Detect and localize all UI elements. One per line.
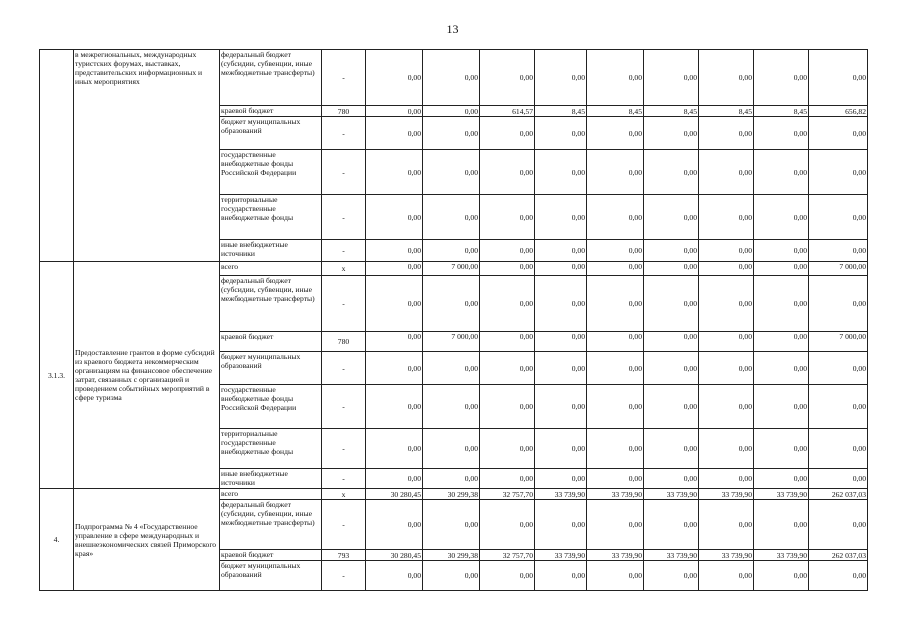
budget-code: -	[322, 352, 366, 385]
value-cell: 0,00	[754, 262, 809, 276]
value-cell: 0,00	[754, 385, 809, 429]
value-cell: 0,00	[535, 150, 587, 195]
funding-source: иные внебюджетные источники	[220, 240, 322, 262]
value-cell: 0,00	[423, 240, 480, 262]
value-cell: 0,00	[809, 385, 868, 429]
value-cell: 0,00	[644, 150, 699, 195]
funding-source: бюджет муниципальных образований	[220, 117, 322, 150]
value-cell: 33 739,90	[587, 489, 644, 500]
value-cell: 0,00	[754, 50, 809, 106]
value-cell: 0,00	[480, 429, 535, 469]
value-cell: 33 739,90	[535, 550, 587, 561]
budget-code: -	[322, 276, 366, 332]
value-cell: 30 299,38	[423, 489, 480, 500]
value-cell: 0,00	[644, 195, 699, 240]
value-cell: 7 000,00	[809, 332, 868, 352]
row-index	[40, 50, 74, 262]
funding-source: краевой бюджет	[220, 550, 322, 561]
value-cell: 0,00	[366, 117, 423, 150]
value-cell: 0,00	[535, 195, 587, 240]
value-cell: 0,00	[535, 429, 587, 469]
value-cell: 0,00	[644, 332, 699, 352]
value-cell: 0,00	[809, 469, 868, 489]
value-cell: 0,00	[423, 117, 480, 150]
value-cell: 0,00	[809, 240, 868, 262]
value-cell: 0,00	[754, 117, 809, 150]
value-cell: 0,00	[644, 117, 699, 150]
value-cell: 0,00	[535, 262, 587, 276]
value-cell: 0,00	[366, 276, 423, 332]
value-cell: 0,00	[587, 50, 644, 106]
funding-source: бюджет муниципальных образований	[220, 561, 322, 591]
value-cell: 8,45	[535, 106, 587, 117]
budget-code: 793	[322, 550, 366, 561]
value-cell: 8,45	[754, 106, 809, 117]
budget-code: х	[322, 262, 366, 276]
value-cell: 0,00	[535, 469, 587, 489]
value-cell: 0,00	[480, 561, 535, 591]
value-cell: 33 739,90	[699, 550, 754, 561]
budget-code: -	[322, 429, 366, 469]
value-cell: 0,00	[587, 262, 644, 276]
table-row	[40, 262, 868, 276]
value-cell: 32 757,70	[480, 489, 535, 500]
value-cell: 30 280,45	[366, 489, 423, 500]
funding-source: всего	[220, 489, 322, 500]
funding-source: краевой бюджет	[220, 332, 322, 352]
funding-source: федеральный бюджет (субсидии, субвенции, иные межбюджетные трансферты)	[220, 500, 322, 550]
activity-name: Подпрограмма № 4 «Государственное управление в сфере международных и внешнеэкономических связей Приморского края»	[74, 489, 220, 591]
value-cell: 262 037,03	[809, 550, 868, 561]
value-cell: 0,00	[587, 332, 644, 352]
value-cell: 0,00	[644, 500, 699, 550]
value-cell: 0,00	[423, 385, 480, 429]
value-cell: 32 757,70	[480, 550, 535, 561]
budget-code: -	[322, 469, 366, 489]
value-cell: 0,00	[809, 117, 868, 150]
value-cell: 0,00	[754, 429, 809, 469]
funding-source: бюджет муниципальных образований	[220, 352, 322, 385]
value-cell: 0,00	[587, 195, 644, 240]
value-cell: 0,00	[423, 500, 480, 550]
table-row	[40, 50, 868, 106]
value-cell: 0,00	[480, 276, 535, 332]
budget-code: 780	[322, 332, 366, 352]
value-cell: 0,00	[480, 150, 535, 195]
funding-source: территориальные государственные внебюджетные фонды	[220, 429, 322, 469]
value-cell: 0,00	[480, 332, 535, 352]
budget-table	[39, 49, 868, 591]
value-cell: 0,00	[699, 50, 754, 106]
value-cell: 0,00	[699, 385, 754, 429]
value-cell: 7 000,00	[423, 262, 480, 276]
budget-code: -	[322, 117, 366, 150]
value-cell: 0,00	[366, 385, 423, 429]
value-cell: 7 000,00	[809, 262, 868, 276]
value-cell: 0,00	[699, 429, 754, 469]
value-cell: 8,45	[699, 106, 754, 117]
value-cell: 0,00	[587, 117, 644, 150]
value-cell: 0,00	[366, 561, 423, 591]
value-cell: 0,00	[644, 240, 699, 262]
value-cell: 0,00	[587, 240, 644, 262]
value-cell: 0,00	[480, 195, 535, 240]
value-cell: 0,00	[699, 117, 754, 150]
value-cell: 33 739,90	[535, 489, 587, 500]
funding-source: государственные внебюджетные фонды Российской Федерации	[220, 150, 322, 195]
value-cell: 262 037,03	[809, 489, 868, 500]
value-cell: 0,00	[423, 352, 480, 385]
budget-code: -	[322, 500, 366, 550]
value-cell: 0,00	[480, 500, 535, 550]
value-cell: 0,00	[535, 50, 587, 106]
value-cell: 33 739,90	[699, 489, 754, 500]
value-cell: 0,00	[423, 429, 480, 469]
value-cell: 33 739,90	[644, 550, 699, 561]
value-cell: 0,00	[423, 276, 480, 332]
value-cell: 0,00	[423, 561, 480, 591]
value-cell: 0,00	[587, 561, 644, 591]
budget-code: -	[322, 50, 366, 106]
value-cell: 0,00	[587, 429, 644, 469]
value-cell: 0,00	[754, 195, 809, 240]
value-cell: 0,00	[366, 106, 423, 117]
budget-code: -	[322, 385, 366, 429]
value-cell: 0,00	[699, 150, 754, 195]
value-cell: 0,00	[423, 469, 480, 489]
value-cell: 33 739,90	[754, 489, 809, 500]
value-cell: 0,00	[366, 352, 423, 385]
budget-code: -	[322, 561, 366, 591]
funding-source: государственные внебюджетные фонды Российской Федерации	[220, 385, 322, 429]
value-cell: 0,00	[809, 429, 868, 469]
value-cell: 0,00	[587, 276, 644, 332]
value-cell: 0,00	[535, 352, 587, 385]
value-cell: 0,00	[587, 150, 644, 195]
value-cell: 0,00	[644, 352, 699, 385]
row-index: 4.	[40, 489, 74, 591]
value-cell: 0,00	[699, 262, 754, 276]
value-cell: 0,00	[809, 50, 868, 106]
value-cell: 0,00	[754, 500, 809, 550]
value-cell: 0,00	[699, 240, 754, 262]
value-cell: 0,00	[480, 50, 535, 106]
activity-name: Предоставление грантов в форме субсидий из краевого бюджета некоммерческим организациям на финансовое обеспечение затрат, связанных с организацией и проведением событийных мероприятий в сфере туризма	[74, 262, 220, 489]
value-cell: 0,00	[480, 352, 535, 385]
value-cell: 0,00	[535, 500, 587, 550]
value-cell: 7 000,00	[423, 332, 480, 352]
budget-code: 780	[322, 106, 366, 117]
value-cell: 33 739,90	[754, 550, 809, 561]
value-cell: 0,00	[366, 262, 423, 276]
value-cell: 0,00	[809, 150, 868, 195]
budget-code: -	[322, 195, 366, 240]
value-cell: 0,00	[480, 117, 535, 150]
value-cell: 30 280,45	[366, 550, 423, 561]
row-index: 3.1.3.	[40, 262, 74, 489]
value-cell: 614,57	[480, 106, 535, 117]
value-cell: 0,00	[535, 117, 587, 150]
value-cell: 0,00	[754, 561, 809, 591]
value-cell: 0,00	[587, 352, 644, 385]
value-cell: 0,00	[587, 385, 644, 429]
value-cell: 0,00	[699, 195, 754, 240]
value-cell: 0,00	[809, 352, 868, 385]
funding-source: всего	[220, 262, 322, 276]
value-cell: 0,00	[754, 469, 809, 489]
value-cell: 0,00	[644, 429, 699, 469]
value-cell: 0,00	[699, 352, 754, 385]
value-cell: 0,00	[366, 50, 423, 106]
value-cell: 0,00	[480, 385, 535, 429]
value-cell: 0,00	[587, 469, 644, 489]
value-cell: 0,00	[535, 385, 587, 429]
value-cell: 0,00	[809, 500, 868, 550]
value-cell: 0,00	[754, 150, 809, 195]
value-cell: 0,00	[644, 262, 699, 276]
value-cell: 0,00	[366, 469, 423, 489]
value-cell: 0,00	[699, 561, 754, 591]
funding-source: федеральный бюджет (субсидии, субвенции, иные межбюджетные трансферты)	[220, 276, 322, 332]
value-cell: 8,45	[644, 106, 699, 117]
value-cell: 0,00	[480, 262, 535, 276]
value-cell: 0,00	[754, 352, 809, 385]
value-cell: 0,00	[535, 276, 587, 332]
funding-source: федеральный бюджет (субсидии, субвенции, иные межбюджетные трансферты)	[220, 50, 322, 106]
value-cell: 0,00	[754, 240, 809, 262]
value-cell: 0,00	[809, 276, 868, 332]
page-number: 13	[446, 22, 459, 36]
value-cell: 0,00	[366, 332, 423, 352]
table-row	[40, 489, 868, 500]
value-cell: 0,00	[644, 469, 699, 489]
budget-code: -	[322, 240, 366, 262]
value-cell: 33 739,90	[587, 550, 644, 561]
value-cell: 0,00	[754, 276, 809, 332]
value-cell: 0,00	[699, 469, 754, 489]
value-cell: 0,00	[366, 150, 423, 195]
value-cell: 0,00	[644, 276, 699, 332]
value-cell: 33 739,90	[644, 489, 699, 500]
value-cell: 0,00	[366, 240, 423, 262]
value-cell: 0,00	[423, 50, 480, 106]
activity-name: в межрегиональных, международных туристских форумах, выставках, представительских информационных и иных мероприятиях	[74, 50, 220, 262]
value-cell: 0,00	[587, 500, 644, 550]
value-cell: 0,00	[644, 561, 699, 591]
funding-source: краевой бюджет	[220, 106, 322, 117]
value-cell: 0,00	[699, 276, 754, 332]
value-cell: 30 299,38	[423, 550, 480, 561]
value-cell: 0,00	[535, 240, 587, 262]
value-cell: 0,00	[644, 50, 699, 106]
budget-code: х	[322, 489, 366, 500]
value-cell: 656,82	[809, 106, 868, 117]
value-cell: 8,45	[587, 106, 644, 117]
value-cell: 0,00	[535, 561, 587, 591]
value-cell: 0,00	[480, 469, 535, 489]
funding-source: иные внебюджетные источники	[220, 469, 322, 489]
value-cell: 0,00	[423, 150, 480, 195]
value-cell: 0,00	[754, 332, 809, 352]
funding-source: территориальные государственные внебюджетные фонды	[220, 195, 322, 240]
value-cell: 0,00	[423, 195, 480, 240]
value-cell: 0,00	[699, 332, 754, 352]
value-cell: 0,00	[423, 106, 480, 117]
value-cell: 0,00	[535, 332, 587, 352]
value-cell: 0,00	[366, 429, 423, 469]
value-cell: 0,00	[809, 195, 868, 240]
value-cell: 0,00	[699, 500, 754, 550]
budget-code: -	[322, 150, 366, 195]
value-cell: 0,00	[366, 500, 423, 550]
value-cell: 0,00	[809, 561, 868, 591]
value-cell: 0,00	[644, 385, 699, 429]
value-cell: 0,00	[366, 195, 423, 240]
value-cell: 0,00	[480, 240, 535, 262]
